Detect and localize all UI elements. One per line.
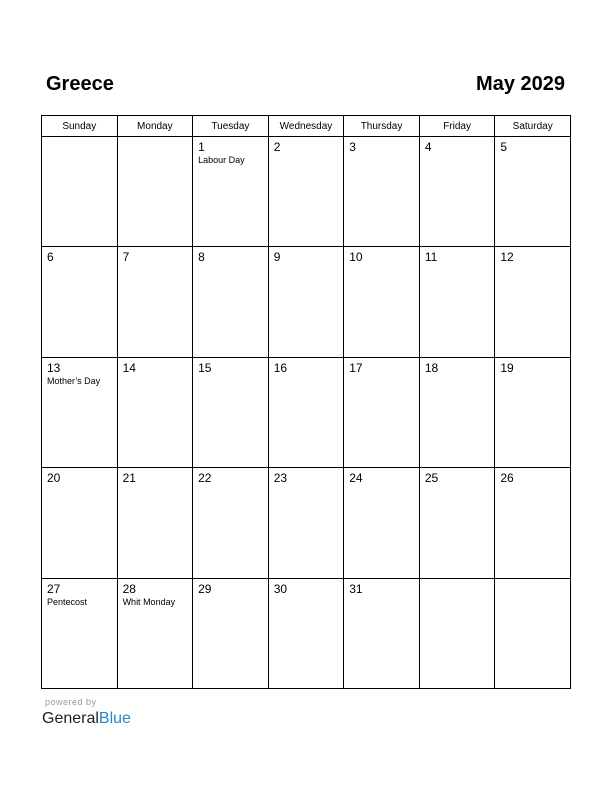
calendar-grid: [41, 115, 571, 689]
day-number: 1: [198, 140, 205, 154]
holiday-label: [420, 154, 495, 155]
day-number: 11: [424, 250, 438, 265]
day-cell: [117, 468, 193, 578]
day-cell: [193, 137, 269, 247]
brand-logo[interactable]: [42, 709, 131, 729]
day-cell: [268, 137, 344, 247]
week-row: [42, 578, 571, 688]
country-title: Greece: [46, 73, 114, 95]
day-number: 18: [424, 360, 439, 375]
day-cell: [42, 578, 118, 688]
day-number: 16: [273, 360, 288, 375]
day-cell: [268, 357, 344, 467]
week-row: [42, 357, 571, 467]
holiday-label: [42, 485, 117, 486]
day-number: 15: [198, 360, 212, 375]
day-number: 21: [122, 471, 136, 486]
day-number: 30: [273, 581, 288, 596]
day-cell: [344, 357, 420, 467]
day-number: 6: [47, 250, 54, 265]
powered-by-text: powered by: [45, 697, 97, 707]
holiday-label: [193, 596, 268, 597]
holiday-label: [269, 596, 344, 597]
day-number: 20: [47, 471, 61, 486]
holiday-label: [495, 264, 570, 265]
day-cell: [495, 357, 571, 467]
day-cell: [419, 357, 495, 467]
day-cell: [495, 468, 571, 578]
day-cell: [268, 468, 344, 578]
day-cell: [268, 578, 344, 688]
holiday-label: [420, 375, 495, 376]
day-cell: [117, 357, 193, 467]
holiday-label: [269, 375, 344, 376]
day-cell: [419, 137, 495, 247]
day-cell: [193, 247, 269, 357]
holiday-label: [344, 375, 419, 376]
day-cell: [117, 247, 193, 357]
day-number: 7: [122, 250, 130, 265]
holiday-label: Whit Monday: [122, 596, 176, 607]
weekday-header-row: [42, 116, 571, 137]
day-cell: [193, 578, 269, 688]
holiday-label: [42, 140, 117, 141]
weekday-header: Sunday: [42, 116, 118, 137]
brand-name-blue: Blue: [98, 710, 131, 727]
day-number: 8: [198, 250, 205, 265]
day-number: 4: [424, 140, 432, 154]
footer-branding: [42, 697, 131, 729]
holiday-label: [118, 140, 193, 141]
holiday-label: [344, 154, 419, 155]
day-cell: [495, 247, 571, 357]
holiday-label: [118, 264, 193, 265]
day-cell: [193, 468, 269, 578]
weekday-header: Monday: [117, 116, 193, 137]
day-number: 25: [424, 471, 439, 486]
day-cell: [193, 357, 269, 467]
day-cell: [344, 468, 420, 578]
day-cell: [42, 468, 118, 578]
holiday-label: [269, 154, 344, 155]
day-cell: [344, 137, 420, 247]
holiday-label: [420, 264, 495, 265]
day-number: 22: [198, 471, 212, 486]
day-cell: [117, 578, 193, 688]
holiday-label: [269, 264, 344, 265]
holiday-label: Mother’s Day: [47, 375, 101, 386]
weekday-header: Tuesday: [193, 116, 269, 137]
holiday-label: [344, 485, 419, 486]
holiday-label: [420, 485, 495, 486]
day-number: 13: [47, 360, 61, 375]
holiday-label: [495, 154, 570, 155]
week-row: [42, 137, 571, 247]
holiday-label: [495, 375, 570, 376]
day-number: 19: [500, 360, 514, 375]
holiday-label: [344, 264, 419, 265]
day-cell: [42, 357, 118, 467]
holiday-label: [42, 264, 117, 265]
holiday-label: [118, 485, 193, 486]
holiday-label: [193, 485, 268, 486]
day-cell: [117, 137, 193, 247]
day-number: 24: [349, 471, 363, 486]
week-row: [42, 468, 571, 578]
weekday-header: Wednesday: [268, 116, 344, 137]
day-cell: [419, 578, 495, 688]
day-cell: [344, 578, 420, 688]
day-cell: [495, 578, 571, 688]
day-cell: [495, 137, 571, 247]
day-number: 28: [122, 581, 136, 596]
holiday-label: [495, 582, 570, 583]
day-number: 10: [349, 250, 363, 265]
holiday-label: [269, 485, 344, 486]
brand-name-general: General: [42, 710, 99, 727]
day-number: 26: [500, 471, 514, 486]
day-number: 29: [198, 581, 212, 596]
day-number: 12: [500, 250, 514, 265]
holiday-label: [420, 582, 495, 583]
holiday-label: [193, 264, 268, 265]
holiday-label: Labour Day: [198, 155, 245, 165]
holiday-label: [118, 375, 193, 376]
day-number: 14: [122, 360, 136, 375]
day-cell: [419, 468, 495, 578]
day-cell: [268, 247, 344, 357]
holiday-label: [193, 375, 268, 376]
day-cell: [42, 137, 118, 247]
day-number: 2: [273, 140, 281, 154]
week-row: [42, 247, 571, 357]
day-number: 3: [349, 140, 356, 154]
weekday-header: Friday: [419, 116, 495, 137]
weekday-header: Saturday: [495, 116, 571, 137]
day-number: 23: [273, 471, 288, 486]
day-number: 5: [500, 140, 508, 154]
holiday-label: Pentecost: [47, 596, 88, 607]
holiday-label: [495, 485, 570, 486]
day-cell: [419, 247, 495, 357]
day-number: 31: [349, 581, 363, 596]
day-cell: [42, 247, 118, 357]
day-cell: [344, 247, 420, 357]
month-year-title: May 2029: [476, 73, 565, 95]
day-number: 17: [349, 360, 363, 375]
holiday-label: [344, 596, 419, 597]
day-number: 9: [273, 250, 281, 265]
weekday-header: Thursday: [344, 116, 420, 137]
day-number: 27: [47, 581, 61, 596]
